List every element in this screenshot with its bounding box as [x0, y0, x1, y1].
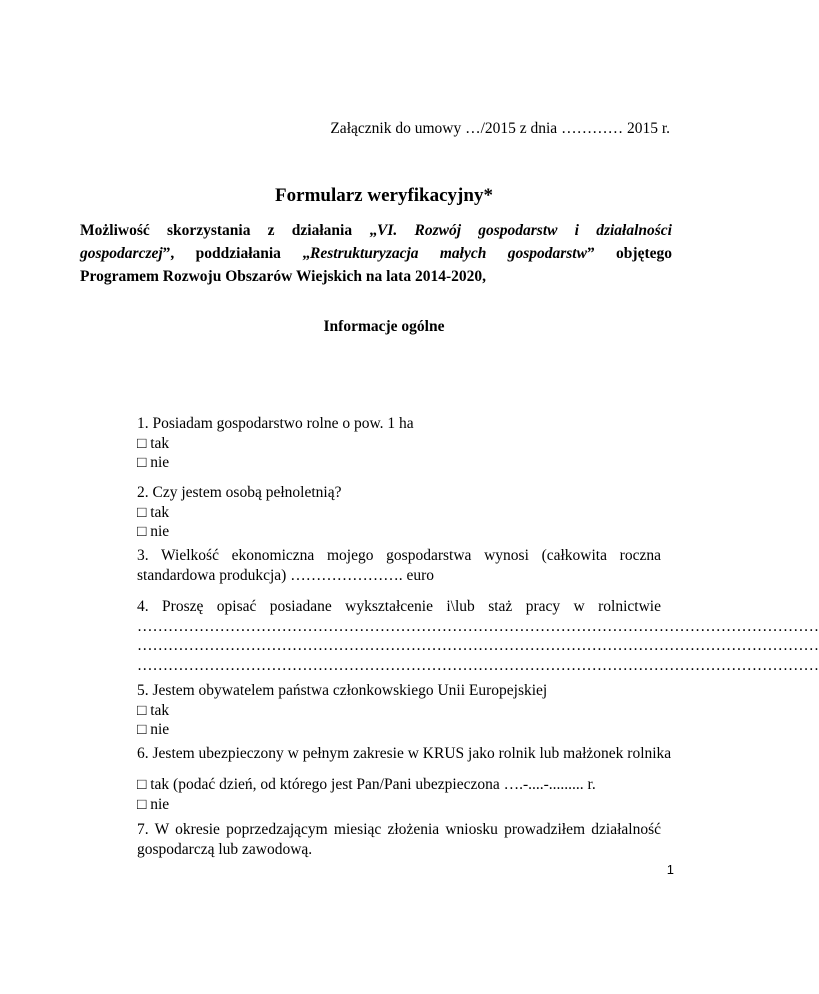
question-5: [137, 681, 661, 740]
question-1: [137, 414, 661, 473]
question-5-option-no[interactable]: □ nie: [137, 721, 170, 738]
question-4-answer-line-3[interactable]: ……………………………………………………………………………………………………………………: [137, 656, 819, 674]
question-2: [137, 483, 661, 542]
question-6-option-no[interactable]: □ nie: [137, 795, 170, 813]
question-5-option-yes[interactable]: □ tak: [137, 701, 170, 719]
question-7-line-2: gospodarczą lub zawodową.: [137, 840, 313, 858]
intro-line-1: Możliwość skorzystania z działania „VI. Rozwój gospodarstw i działalności: [80, 222, 672, 239]
question-2-option-yes[interactable]: □ tak: [137, 503, 170, 521]
question-7: [137, 820, 661, 859]
question-3: [137, 546, 661, 585]
question-3-line-2: standardowa produkcja) …………………. euro: [137, 566, 435, 584]
question-3-line-1: 3. Wielkość ekonomiczna mojego gospodarstwa wynosi (całkowita roczna: [137, 547, 661, 564]
question-7-line-1: 7. W okresie poprzedzającym miesiąc złożenia wniosku prowadziłem działalność: [137, 821, 661, 838]
intro-paragraph: [80, 219, 672, 288]
form-title: Formularz weryfikacyjny*: [275, 185, 493, 206]
question-5-text: 5. Jestem obywatelem państwa członkowskiego Unii Europejskiej: [137, 682, 548, 699]
question-4: [137, 597, 819, 675]
question-6-options: [137, 775, 661, 814]
question-1-text: 1. Posiadam gospodarstwo rolne o pow. 1 ha: [137, 415, 414, 432]
question-2-text: 2. Czy jestem osobą pełnoletnią?: [137, 484, 342, 501]
question-2-option-no[interactable]: □ nie: [137, 523, 170, 540]
annex-header: Załącznik do umowy …/2015 z dnia ………… 2015 r.: [330, 120, 670, 137]
question-6-option-yes[interactable]: □ tak (podać dzień, od którego jest Pan/Pani ubezpieczona ….-....-......... r.: [137, 776, 596, 793]
section-title: Informacje ogólne: [323, 318, 445, 335]
question-1-option-no[interactable]: □ nie: [137, 454, 170, 471]
intro-line-2: gospodarczej”, poddziałania „Restrukturyzacja małych gospodarstw” objętego: [80, 245, 672, 262]
page-number: 1: [666, 862, 674, 877]
question-6: [137, 744, 672, 764]
question-6-text: 6. Jestem ubezpieczony w pełnym zakresie w KRUS jako rolnik lub małżonek rolnika: [137, 745, 672, 762]
intro-line-3: Programem Rozwoju Obszarów Wiejskich na lata 2014-2020,: [80, 268, 486, 285]
question-1-option-yes[interactable]: □ tak: [137, 434, 170, 452]
question-4-text: 4. Proszę opisać posiadane wykształcenie i\lub staż pracy w rolnictwie: [137, 598, 661, 615]
question-4-answer-line-2[interactable]: ……………………………………………………………………………………………………………………: [137, 637, 819, 654]
question-4-answer-line-1[interactable]: ……………………………………………………………………………………………………………………: [137, 617, 819, 635]
